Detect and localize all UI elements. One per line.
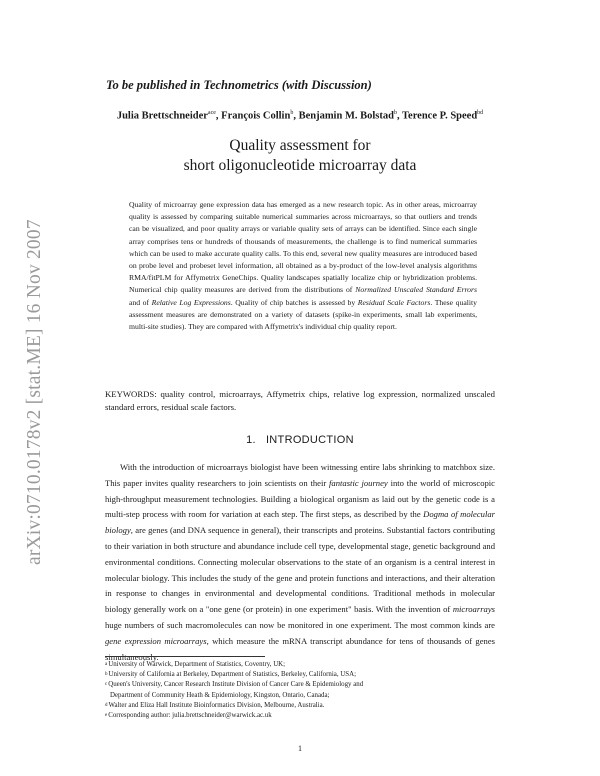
title-line: Quality assessment for [229,137,371,154]
abstract [129,199,477,333]
abstract-text: and of [129,297,152,307]
footnote-text: Walter and Eliza Hall Institute Bioinformatics Division, Melbourne, Australia. [108,701,325,709]
author-name: François Collin [221,110,291,122]
arxiv-identifier-stamp: arXiv:0710.0178v2 [stat.ME] 16 Nov 2007 [24,219,45,565]
body-text: into the world of microscopic high-throughput measurement technologies. Building a biological organism as laid out by the genetic code is a multi-step process with room for variation at each step. The first steps, as described by the [105,477,495,520]
abstract-term: Relative Log Expressions [151,297,231,307]
body-text: , are genes (and DNA sequence in general), their transcripts and proteins. Substantial factors contributing to their variation in both structure and abundance include cell type, developmental stage, genetic background and environmental conditions. Connecting molecular observations to the state of an organism is a central interest in molecular biology. This includes the study of the gene and protein functions and interactions, and their alteration in response to changes in environmental and developmental conditions. Traditional methods in molecular biology generally work on a "one gene (or protein) in one experiment" basis. With the invention of [105,525,495,615]
introduction-paragraph [105,460,495,665]
author-separator: , [293,110,299,122]
section-heading [0,434,600,446]
paper-title [0,136,600,176]
section-title: INTRODUCTION [265,434,354,446]
abstract-text: Quality of microarray gene expression data has emerged as a new research topic. As in other areas, microarray quality is assessed by comparing suitable numerical summaries across microarrays, so that outliers and trends can be visualized, and poor quality arrays or variable quality sets of arrays can be identified. Since each single array comprises tens or hundreds of thousands of measurements, the challenge is to find numerical summaries which can be used to make accurate quality calls. To this end, several new quality measures are introduced based on probe level and probeset level information, all obtained as a by-product of the low-level analysis algorithms RMA/fitPLM for Affymetrix GeneChips. Quality landscapes spatially localize chip or hybridization problems. Numerical chip quality measures are derived from the distributions of [129,200,477,295]
author-affiliation-marks: bd [477,110,484,116]
publication-note: To be published in Technometrics (with Discussion) [106,78,372,92]
title-line: short oligonucleotide microarray data [183,157,417,174]
footnote-text: University of California at Berkeley, Department of Statistics, Berkeley, California, USA; [108,671,356,679]
footnote-text: Department of Community Heath & Epidemiology, Kingston, Ontario, Canada; [110,691,330,699]
footnote-mark: d [105,702,108,708]
author-list [0,110,600,122]
body-term: fantastic journey [329,477,388,488]
footnote-continuation [105,691,495,701]
introduction-body [105,460,495,665]
abstract-text: . Quality of chip batches is assessed by [230,297,358,307]
author-affiliation-marks: b [290,110,294,116]
author-separator: , [396,110,403,122]
author-name: Terence P. Speed [402,110,478,122]
page-number: 1 [298,744,302,753]
footnote-text: Corresponding author: julia.brettschneider@warwick.ac.uk [108,712,272,720]
keywords: KEYWORDS: quality control, microarrays, Affymetrix chips, relative log expression, normalized unscaled standard errors, residual scale factors. [105,389,495,412]
section-number: 1. [246,434,256,446]
footnote-mark: a [105,662,108,667]
author-name: Julia Brettschneider [116,110,208,122]
body-term: microarrays [452,604,495,615]
body-text: , which measure the mRNA transcript abundance for tens of thousands of genes simultaneously. [105,635,495,662]
footnote [105,670,495,680]
author-affiliation-marks: b [393,110,397,116]
author-separator: , [215,110,222,122]
body-text: With the introduction of microarrays biologist have been witnessing entire labs shrinking to matchbox size. This paper invites quality researchers to join scientists on their [105,462,495,488]
abstract-text: . These quality assessment measures are demonstrated on a variety of datasets (spike-in experiments, small lab experiments, multi-site studies). They are compared with Affymetrix's individual chip quality report. [129,297,477,332]
body-term: Dogma of molecular biology [105,509,495,536]
abstract-term: Normalized Unscaled Standard Errors [355,285,477,295]
footnote-text: Queen's University, Cancer Research Institute Division of Cancer Care & Epidemiology and [108,681,364,689]
abstract-term: Residual Scale Factors [357,297,431,307]
body-term: gene expression microarrays [105,635,207,646]
footnote-divider [105,656,265,657]
author-name: Benjamin M. Bolstad [298,110,394,122]
footnote-text: University of Warwick, Department of Statistics, Coventry, UK; [108,661,286,668]
footnote [105,660,495,670]
footnotes [105,660,495,721]
footnote [105,701,495,711]
abstract-paragraph [129,199,477,333]
body-text: huge numbers of such macromolecules can now be monitored in one experiment. The most common kinds are [105,619,495,630]
footnote [105,711,495,721]
footnote-mark: b [105,672,108,678]
author-affiliation-marks: ace [207,110,216,116]
footnote-mark: c [105,682,108,688]
footnote [105,680,495,690]
footnote-mark: e [105,713,108,719]
